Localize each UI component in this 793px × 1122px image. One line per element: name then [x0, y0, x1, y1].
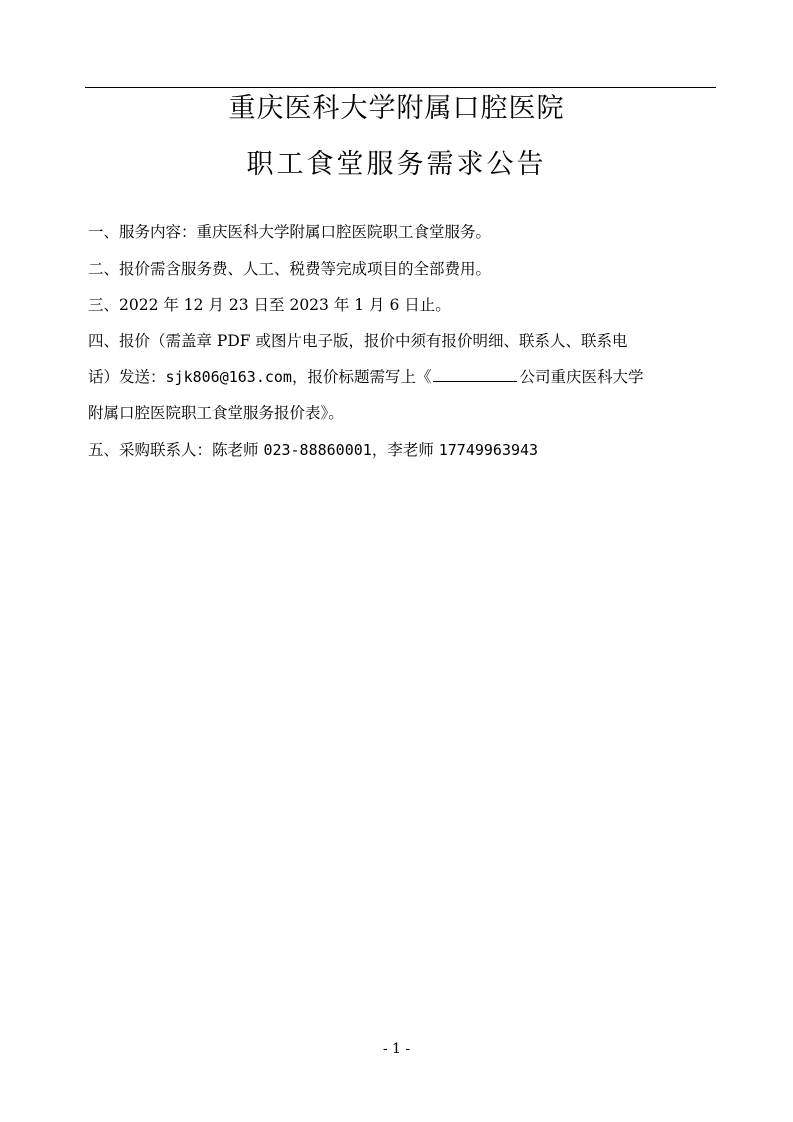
item-service-content: 一、服务内容：重庆医科大学附属口腔医院职工食堂服务。: [88, 223, 492, 241]
item-contacts: [88, 440, 716, 460]
item-quote-scope: 二、报价需含服务费、人工、税费等完成项目的全部费用。: [88, 260, 492, 278]
document-title: 重庆医科大学附属口腔医院: [228, 93, 565, 124]
item-date-range: 三、2022 年 12 月 23 日至 2023 年 1 月 6 日止。: [88, 296, 451, 314]
submission-email: sjk806@163.com: [165, 368, 292, 386]
contact-phone-2: 17749963943: [438, 441, 539, 459]
item-quote-submission-line-1: 四、报价（需盖章 PDF 或图片电子版，报价中须有报价明细、联系人、联系电: [88, 332, 628, 350]
contact-prefix: 五、采购联系人：陈老师: [88, 441, 264, 459]
item-quote-submission-line-3: 附属口腔医院职工食堂服务报价表》。: [88, 404, 344, 422]
contact-phone-1: 023-88860001: [263, 441, 372, 459]
page-number: - 1 -: [382, 1041, 411, 1057]
item-quote-submission-line-2: [88, 367, 716, 387]
submission-title-instruction: ，报价标题需写上《: [291, 368, 432, 386]
company-name-blank: [433, 367, 517, 382]
submission-title-suffix: 公司重庆医科大学: [519, 368, 644, 386]
header-rule: [85, 87, 716, 88]
submission-prefix: 话）发送：: [88, 368, 166, 386]
contact-middle: ，李老师: [371, 441, 439, 459]
document-subtitle: 职工食堂服务需求公告: [246, 149, 547, 180]
